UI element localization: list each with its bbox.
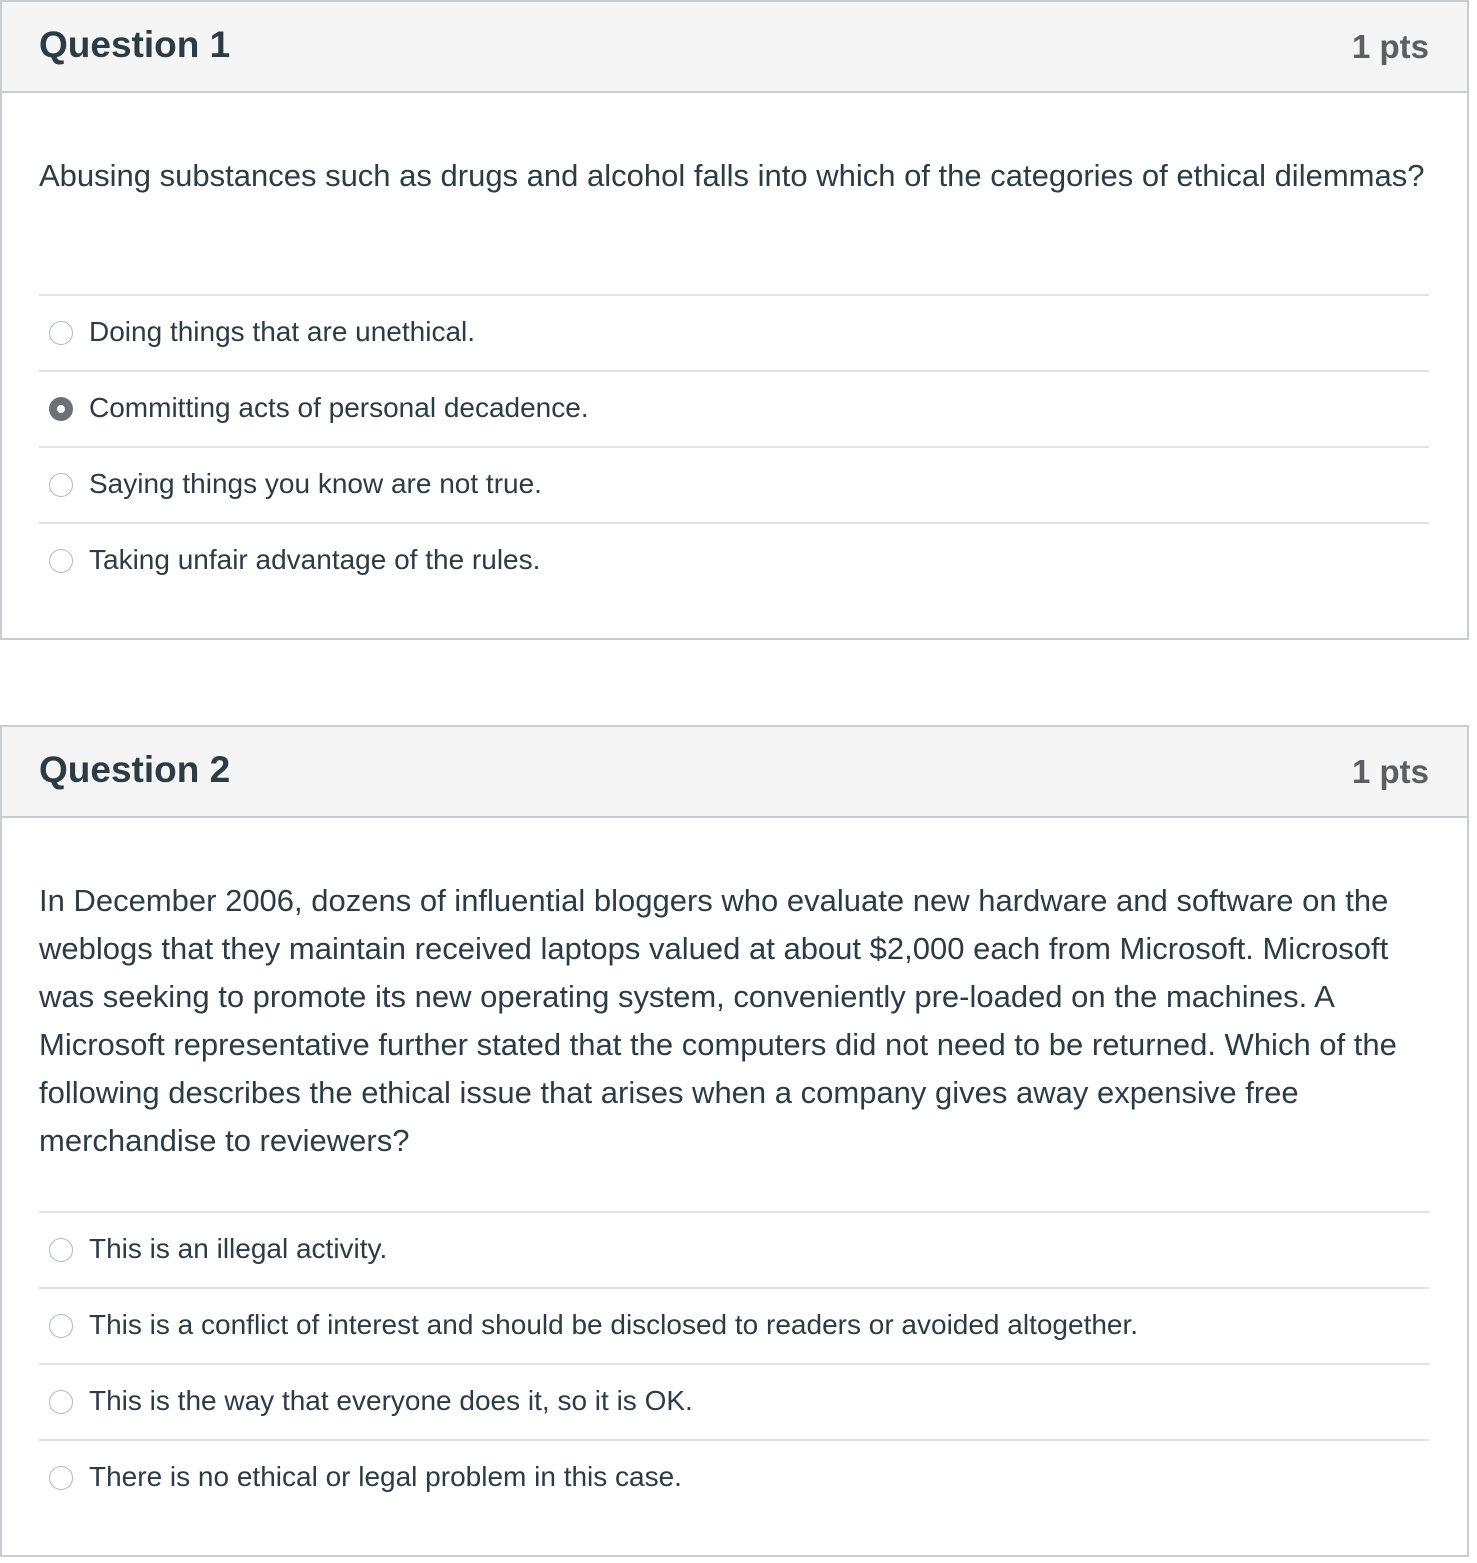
answer-option[interactable]: [39, 1213, 1429, 1289]
answer-option[interactable]: [39, 524, 1429, 600]
question-header: [2, 2, 1467, 93]
question-card-2: [0, 725, 1469, 1557]
radio-button[interactable]: [49, 397, 73, 421]
answer-option[interactable]: [39, 448, 1429, 524]
question-card-1: [0, 0, 1469, 640]
radio-button[interactable]: [49, 1238, 73, 1262]
answer-option[interactable]: [39, 1289, 1429, 1365]
question-title: Question 2: [39, 749, 231, 790]
question-points: 1 pts: [1351, 753, 1429, 790]
answer-label[interactable]: There is no ethical or legal problem in this case.: [89, 1461, 682, 1492]
question-text: In December 2006, dozens of influential bloggers who evaluate new hardware and software on the weblogs that they maintain received laptops valued at about $2,000 each from Microsoft. Microsoft was seeking to promote its new operating system, conveniently pre-loaded on the machines. A Microsoft representative further stated that the computers did not need to be returned. Which of the following describes the ethical issue that arises when a company gives away expensive free merchandise to reviewers?: [39, 883, 1397, 1158]
radio-button[interactable]: [49, 1390, 73, 1414]
answer-label[interactable]: Committing acts of personal decadence.: [89, 392, 589, 423]
answer-label[interactable]: This is an illegal activity.: [89, 1233, 388, 1264]
answer-option[interactable]: [39, 1441, 1429, 1517]
answer-list: [39, 294, 1429, 600]
radio-button[interactable]: [49, 1314, 73, 1338]
answer-list: [39, 1211, 1429, 1517]
answer-option[interactable]: [39, 1365, 1429, 1441]
question-text: Abusing substances such as drugs and alcohol falls into which of the categories of ethical dilemmas?: [39, 158, 1425, 193]
radio-button[interactable]: [49, 549, 73, 573]
answer-label[interactable]: This is a conflict of interest and should be disclosed to readers or avoided altogether.: [89, 1309, 1139, 1340]
answer-option[interactable]: [39, 296, 1429, 372]
answer-label[interactable]: Doing things that are unethical.: [89, 316, 476, 347]
radio-button[interactable]: [49, 1466, 73, 1490]
answer-label[interactable]: This is the way that everyone does it, so it is OK.: [89, 1385, 693, 1416]
answer-option[interactable]: [39, 372, 1429, 448]
answer-label[interactable]: Taking unfair advantage of the rules.: [89, 544, 541, 575]
radio-button[interactable]: [49, 321, 73, 345]
question-header: [2, 727, 1467, 818]
radio-button[interactable]: [49, 473, 73, 497]
question-points: 1 pts: [1351, 28, 1429, 65]
answer-label[interactable]: Saying things you know are not true.: [89, 468, 542, 499]
question-title: Question 1: [39, 24, 231, 65]
